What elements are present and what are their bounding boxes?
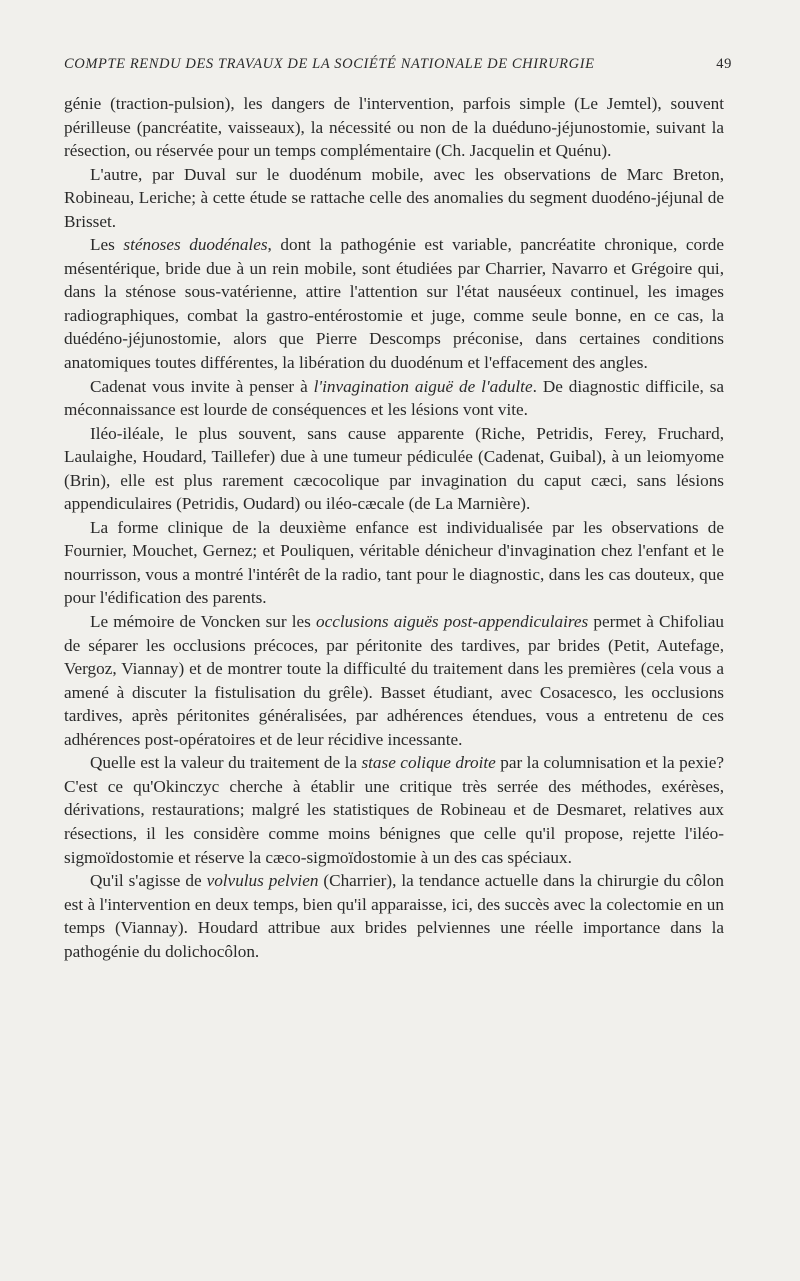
paragraph: [64, 422, 724, 516]
paragraph: [64, 92, 724, 163]
text-run: L'autre, par Duval sur le duodénum mobile, avec les observations de Marc Breton, Robineau, Leriche; à cette étude se rattache celle des anomalies du segment duodéno-jéjunal de Brisset.: [64, 164, 724, 231]
running-header: [64, 56, 732, 73]
paragraph: [64, 610, 724, 751]
running-title: COMPTE RENDU DES TRAVAUX DE LA SOCIÉTÉ NATIONALE DE CHIRURGIE: [64, 56, 595, 72]
italic-term: occlusions aiguës post-appendiculaires: [316, 612, 589, 632]
body-text: [64, 92, 724, 963]
text-run: , dont la pathogénie est variable, pancréatite chronique, corde mésentérique, bride due à un rein mobile, sont étudiées par Charrier, Navarro et Grégoire qui, dans la sténose sous-vatérienne, attire l'attention sur l'état nauséeux continuel, les images radiographiques, combat la gastro-entérostomie et juge, comme seule bonne, en ce cas, la duédéno-jéjunostomie, alors que Pierre Descomps préconise, dans certaines conditions anatomiques toutes différentes, la libération du duodénum et l'effacement des angles.: [64, 235, 724, 373]
text-run: La forme clinique de la deuxième enfance est individualisée par les observations de Fournier, Mouchet, Gernez; et Pouliquen, véritable dénicheur d'invagination chez l'enfant et le nourrisson, vous a montré l'intérêt de la radio, tant pour le diagnostic, dans les cas douteux, que pour l'édification des parents.: [64, 517, 724, 608]
italic-term: l'invagination aiguë de l'adulte: [313, 376, 533, 396]
paragraph: [64, 233, 724, 374]
text-run: Qu'il s'agisse de: [90, 871, 207, 891]
paragraph: [64, 869, 724, 963]
paragraph: [64, 751, 724, 869]
text-run: (Charrier), la tendance actuelle dans la chirurgie du côlon est à l'intervention en deux temps, bien qu'il apparaisse, ici, des succès avec la colectomie en un temps (Viannay). Houdard attribue aux brides pelviennes une réelle importance dans la pathogénie du dolichocôlon.: [64, 871, 725, 961]
paragraph: [64, 516, 724, 610]
text-run: par la columnisation et la pexie? C'est ce qu'Okinczyc cherche à établir une critique très serrée des méthodes, exérèses, dérivations, restaurations; malgré les statistiques de Robineau et de Desmaret, relatives aux résections, il les considère comme moins bénignes que celle qu'il propose, rejette l'iléo-sigmoïdostomie et réserve la cæco-sigmoïdostomie à un des cas spéciaux.: [64, 753, 724, 867]
italic-term: volvulus pelvien: [206, 871, 319, 891]
italic-term: stase colique droite: [361, 753, 496, 773]
paragraph: [64, 375, 724, 422]
italic-term: sténoses duodénales: [123, 235, 268, 255]
paragraph: [64, 163, 724, 234]
page-number: 49: [716, 56, 732, 72]
text-run: Quelle est la valeur du traitement de la: [90, 753, 362, 773]
text-run: Les: [90, 235, 124, 255]
text-run: . De diagnostic difficile, sa méconnaissance est lourde de conséquences et les lésions vont vite.: [64, 376, 725, 420]
text-run: génie (traction-pulsion), les dangers de l'intervention, parfois simple (Le Jemtel), souvent périlleuse (pancréatite, vaisseaux), la nécessité ou non de la duéduno-jéjunostomie, suivant la résection, ou réservée pour un temps complémentaire (Ch. Jacquelin et Quénu).: [64, 94, 724, 161]
text-run: Cadenat vous invite à penser à: [90, 376, 314, 396]
text-run: permet à Chifoliau de séparer les occlusions précoces, par péritonite des tardives, par brides (Petit, Autefage, Vergoz, Viannay) et de montrer toute la difficulté du traitement dans les premières (cela vous a amené à discuter la fistulisation du grêle). Basset étudiant, avec Cosacesco, les occlusions tardives, après péritonites généralisées, par adhérences étendues, vous a entretenu de ces adhérences post-opératoires et de leur récidive incessante.: [64, 612, 724, 749]
text-run: Le mémoire de Voncken sur les: [90, 612, 316, 632]
text-run: Iléo-iléale, le plus souvent, sans cause apparente (Riche, Petridis, Ferey, Fruchard, Laulaighe, Houdard, Taillefer) due à une tumeur pédiculée (Cadenat, Guibal), à un leiomyome (Brin), elle est plus rarement cæcocolique par invagination du caput cæci, sans lésions appendiculaires (Petridis, Oudard) ou iléo-cæcale (de La Marnière).: [64, 423, 724, 514]
